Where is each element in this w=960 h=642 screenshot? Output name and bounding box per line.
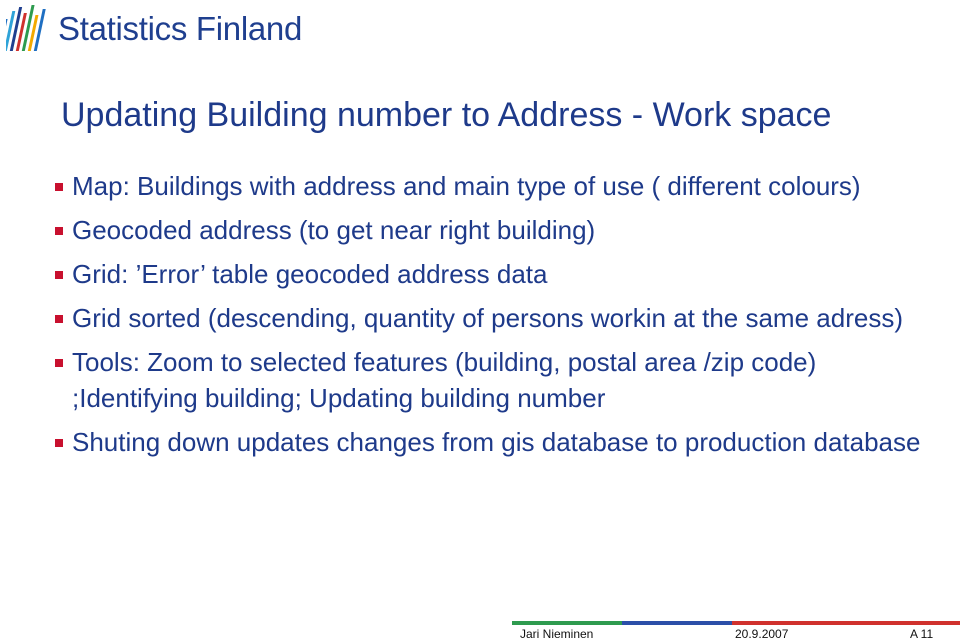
statistics-finland-logo-icon [6, 3, 50, 55]
footer-color-stripes [512, 621, 960, 625]
square-bullet-icon [55, 315, 63, 323]
bullet-item [48, 300, 928, 336]
bullet-text: Shuting down updates changes from gis database to production database [72, 427, 921, 457]
footer-page-number: A 11 [910, 627, 934, 641]
square-bullet-icon [55, 227, 63, 235]
bullet-text: Geocoded address (to get near right building) [72, 215, 596, 245]
footer-author: Jari Nieminen [520, 627, 594, 641]
bullet-item [48, 344, 928, 416]
statistics-finland-logo [6, 2, 302, 56]
bullet-item [48, 424, 928, 460]
footer [512, 627, 960, 642]
bullet-item [48, 212, 928, 248]
square-bullet-icon [55, 271, 63, 279]
bullet-text: Tools: Zoom to selected features (building, postal area /zip code) ;Identifying building; Updating building number [72, 347, 817, 413]
square-bullet-icon [55, 359, 63, 367]
slide-title: Updating Building number to Address - Work space [61, 96, 832, 134]
bullet-item [48, 256, 928, 292]
bullet-text: Map: Buildings with address and main type of use ( different colours) [72, 171, 861, 201]
square-bullet-icon [55, 439, 63, 447]
bullet-text: Grid sorted (descending, quantity of persons workin at the same adress) [72, 303, 903, 333]
bullet-item [48, 168, 928, 204]
footer-date: 20.9.2007 [735, 627, 789, 641]
logo-text: Statistics Finland [58, 10, 303, 47]
bullet-list [48, 168, 928, 468]
bullet-text: Grid: ’Error’ table geocoded address data [72, 259, 548, 289]
square-bullet-icon [55, 183, 63, 191]
